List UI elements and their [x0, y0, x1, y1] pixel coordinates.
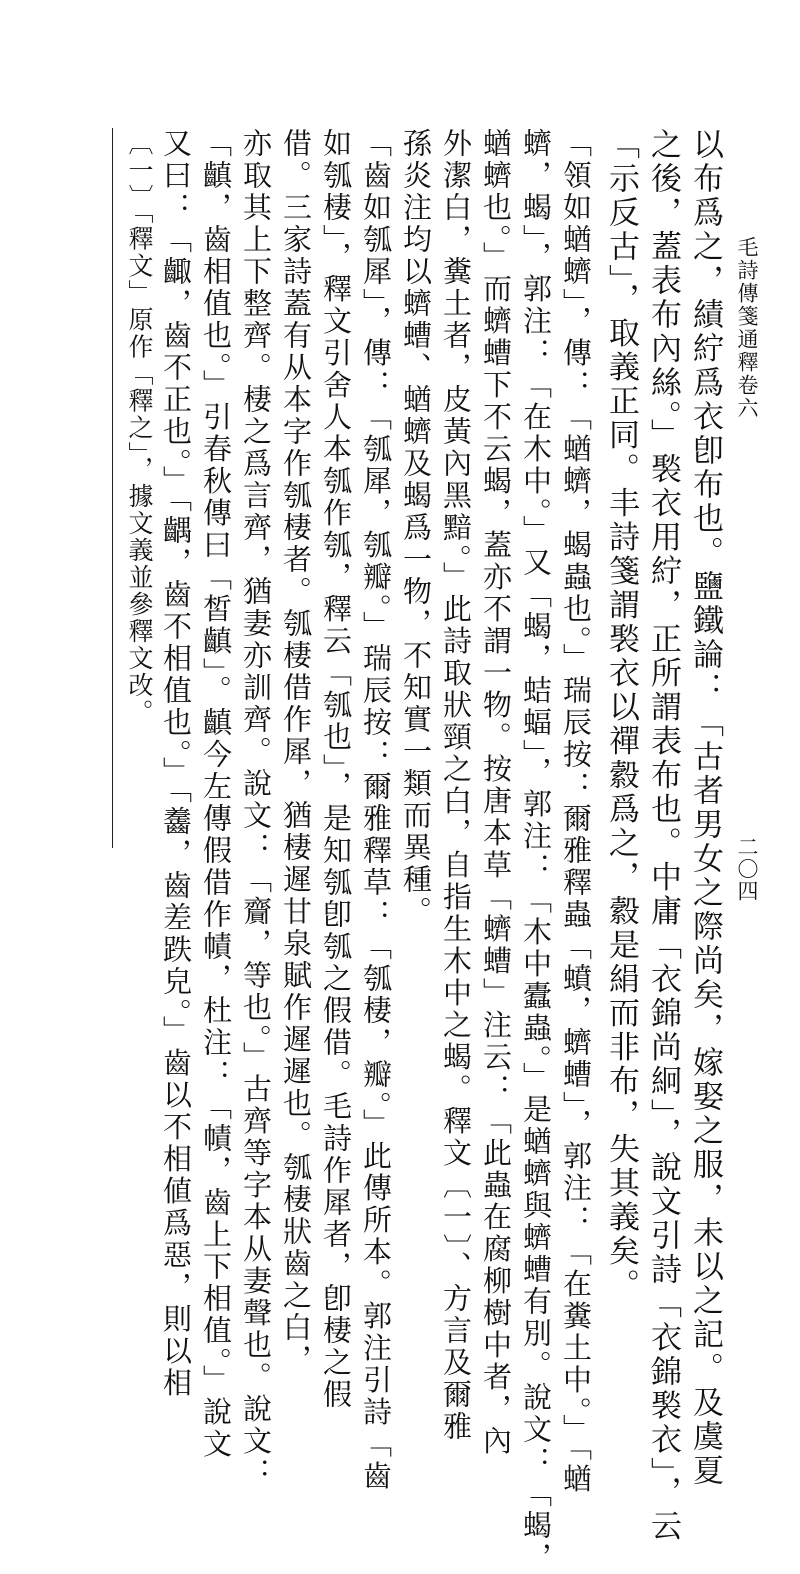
- text-column-5: 蠐，蝎」，郭注：「在木中。」又「蝎，蛣蝠」，郭注：「木中蠹蟲。」是蝤蠐與蠐螬有別。說文：「蝎，: [519, 128, 553, 1574]
- text-column-6: 蝤蠐也。」而蠐螬下不云蝎，蓋亦不謂一物。按唐本草「蠐螬」注云：「此蟲在腐柳樹中者，內: [479, 128, 513, 1458]
- text-column-8: 孫炎注均以蠐螬、蝤蠐及蝎爲一物，不知實一類而異種。: [399, 128, 433, 928]
- text-column-1: 以布爲之，績紵爲衣卽布也。鹽鐵論：「古者男女之際尚矣，嫁娶之服，未以之記。及虞夏: [687, 128, 723, 1488]
- text-column-9: 「齒如瓠犀」，傳：「瓠犀，瓠瓣。」瑞辰按：爾雅釋草：「瓠棲，瓣。」此傳所本。郭注引詩「齒: [359, 128, 393, 1493]
- text-column-4: 「領如蝤蠐」，傳：「蝤蠐，蝎蟲也。」瑞辰按：爾雅釋蟲「蟦，蠐螬」，郭注：「在糞土中。」「蝤: [559, 128, 593, 1496]
- text-column-14: 又曰：「齱，齒不正也。」「齵，齒不相值也。」「齹，齒差跌皃。」齒以不相値爲惡，則以相: [159, 128, 193, 1400]
- footnote-divider: [112, 128, 113, 848]
- page-number: 二〇四: [735, 836, 759, 902]
- text-column-10: 如瓠棲」，釋文引舍人本瓠作瓠，釋云「瓠也」，是知瓠卽瓠之假借。毛詩作犀者，卽棲之假: [319, 128, 353, 1411]
- running-title: 毛詩傳箋通釋卷六: [735, 236, 759, 420]
- text-column-13: 「齻，齒相值也。」引春秋傳曰「皙齻」。齻今左傳假借作幘，杜注：「幘，齒上下相值。」說文: [199, 128, 233, 1461]
- text-column-3: 「示反古」，取義正同。丰詩箋謂褧衣以禪縠爲之，縠是絹而非布，失其義矣。: [603, 128, 639, 1303]
- text-column-12: 亦取其上下整齊。棲之爲言齊，猶妻亦訓齊。說文：「齎，等也。」古齊等字本从妻聲也。說文：: [239, 128, 273, 1490]
- text-column-11: 借。三家詩蓋有从本字作瓠棲者。瓠棲借作犀，猶棲遲甘泉賦作遲遲也。瓠棲狀齒之白，: [279, 128, 313, 1376]
- text-column-2: 之後，蓋表布內絲。」褧衣用紵，正所謂表布也。中庸「衣錦尚絅」，說文引詩「衣錦褧衣」，云: [645, 128, 681, 1544]
- footnote: 〔一〕「釋文」原作「釋之」，據文義並參釋文改。: [125, 130, 154, 726]
- text-column-7: 外潔白，糞土者，皮黃內黑黯。」此詩取狀頸之白，自指生木中之蝎。釋文〔一〕、方言及爾雅: [439, 128, 473, 1443]
